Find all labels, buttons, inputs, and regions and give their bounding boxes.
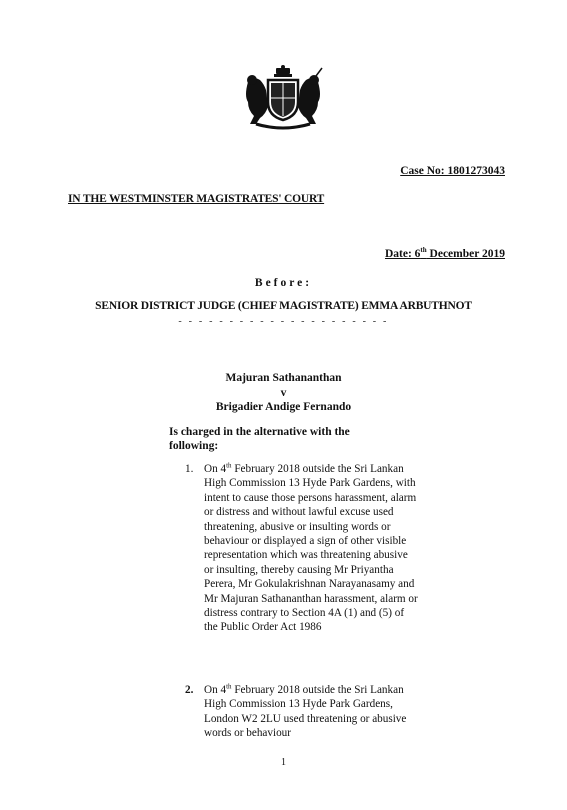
charge-text-body: February 2018 outside the Sri Lankan High Commission 13 Hyde Park Gardens, with intent to cause those persons harassment, alarm or distress and without lawful excuse used threatening, abusive or insulting words or behaviour or displayed a sign of other visible representation which was threatening abusive or insulting, thereby causing Mr Priyantha Perera, Mr Gokulakrishnan Narayanasamy and Mr Majuran Sathananthan harassment, alarm or distress contrary to Section 4A (1) and (5) of the Public Order Act 1986 [204, 463, 418, 634]
charges-intro: Is charged in the alternative with the following: [169, 426, 350, 452]
date-ordinal: th [420, 246, 427, 254]
charge-text-start: On 4 [204, 684, 227, 696]
charge-text-start: On 4 [204, 463, 227, 475]
page-number: 1 [281, 757, 286, 768]
charge-number: 2. [185, 684, 194, 696]
judge-name: SENIOR DISTRICT JUDGE (CHIEF MAGISTRATE) EMMA ARBUTHNOT [95, 300, 472, 312]
versus-label: v [280, 387, 287, 399]
case-number: Case No: 1801273043 [400, 165, 505, 177]
charge-text-body: February 2018 outside the Sri Lankan High Commission 13 Hyde Park Gardens, London W2 2LU used threatening or abusive words or behaviour [204, 684, 407, 740]
judgment-date [385, 246, 505, 260]
before-heading: Before: [254, 277, 313, 289]
dashed-divider: - - - - - - - - - - - - - - - - - - - - - [178, 316, 389, 327]
claimant-name: Majuran Sathananthan [225, 372, 342, 384]
charge-ordinal: th [226, 461, 232, 470]
royal-coat-of-arms-icon [242, 64, 324, 132]
defendant-name: Brigadier Andige Fernando [215, 401, 352, 413]
charge-text [204, 462, 419, 635]
date-prefix: Date: 6 [384, 247, 421, 260]
charge-text [204, 683, 419, 741]
charge-number: 1. [185, 463, 194, 475]
date-suffix: December 2019 [426, 247, 505, 260]
court-name: IN THE WESTMINSTER MAGISTRATES' COURT [68, 193, 325, 205]
charge-ordinal: th [226, 682, 232, 691]
